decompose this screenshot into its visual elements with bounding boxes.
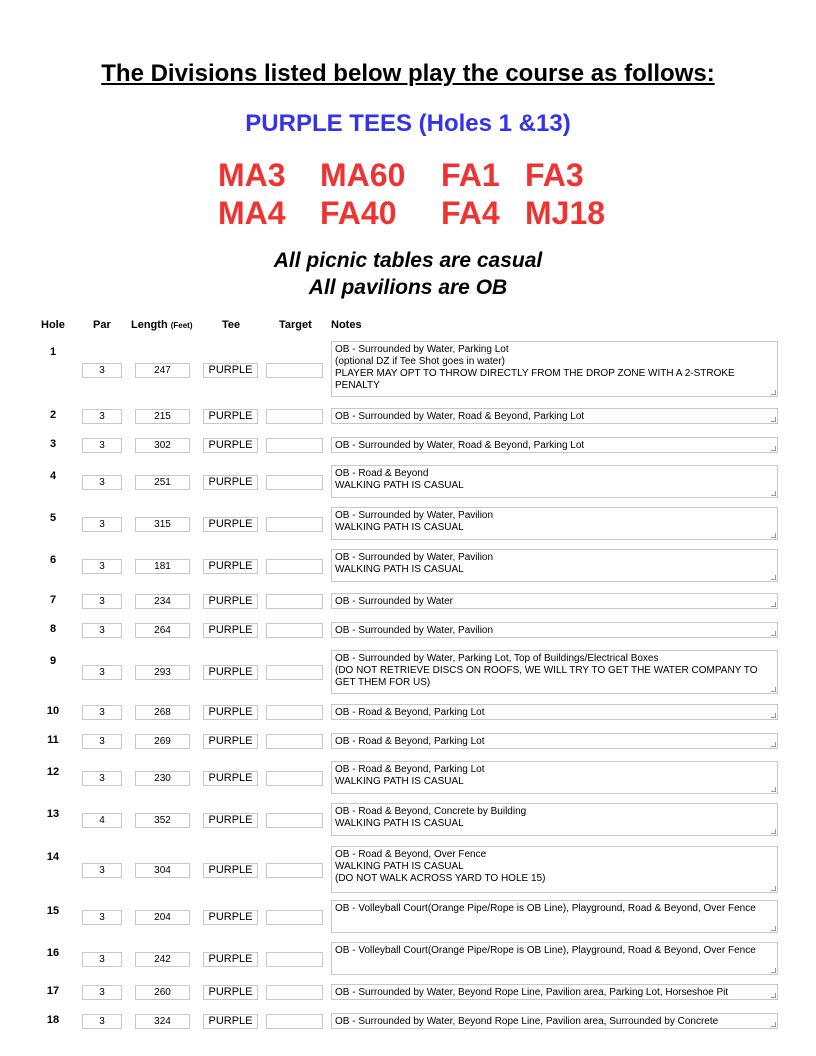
target-field[interactable] bbox=[266, 517, 323, 532]
target-field[interactable] bbox=[266, 863, 323, 878]
tee-field[interactable]: PURPLE bbox=[203, 409, 258, 424]
target-field[interactable] bbox=[266, 705, 323, 720]
division-list bbox=[218, 156, 638, 232]
par-field[interactable]: 3 bbox=[82, 623, 122, 638]
column-header-target: Target bbox=[279, 319, 312, 331]
table-row bbox=[0, 942, 816, 975]
par-field[interactable]: 3 bbox=[82, 705, 122, 720]
tee-field[interactable]: PURPLE bbox=[203, 705, 258, 720]
tee-field[interactable]: PURPLE bbox=[203, 623, 258, 638]
hole-number: 1 bbox=[49, 346, 57, 358]
tee-field[interactable]: PURPLE bbox=[203, 863, 258, 878]
target-field[interactable] bbox=[266, 813, 323, 828]
division-label: FA4 bbox=[441, 195, 500, 231]
notes-field[interactable]: OB - Surrounded by Water, Parking Lot (optional DZ if Tee Shot goes in water) PLAYER MAY OPT TO THROW DIRECTLY FROM THE DROP ZONE WITH A 2-STROKE PENALTY bbox=[331, 341, 778, 397]
hole-number: 2 bbox=[49, 409, 57, 421]
hole-number: 12 bbox=[46, 766, 60, 778]
length-field[interactable]: 242 bbox=[135, 952, 190, 967]
length-field[interactable]: 304 bbox=[135, 863, 190, 878]
table-row bbox=[0, 341, 816, 397]
table-row bbox=[0, 900, 816, 933]
target-field[interactable] bbox=[266, 665, 323, 680]
division-label: MA4 bbox=[218, 195, 286, 231]
length-field[interactable]: 234 bbox=[135, 594, 190, 609]
hole-number: 9 bbox=[49, 655, 57, 667]
table-row bbox=[0, 704, 816, 720]
notes-field[interactable]: OB - Surrounded by Water, Pavilion WALKING PATH IS CASUAL bbox=[331, 549, 778, 582]
length-field[interactable]: 302 bbox=[135, 438, 190, 453]
table-row bbox=[0, 1013, 816, 1029]
notes-field[interactable]: OB - Surrounded by Water, Pavilion WALKING PATH IS CASUAL bbox=[331, 507, 778, 540]
target-field[interactable] bbox=[266, 1014, 323, 1029]
length-field[interactable]: 268 bbox=[135, 705, 190, 720]
tee-field[interactable]: PURPLE bbox=[203, 1014, 258, 1029]
target-field[interactable] bbox=[266, 771, 323, 786]
rule-pavilions: All pavilions are OB bbox=[308, 276, 508, 299]
tee-field[interactable]: PURPLE bbox=[203, 559, 258, 574]
hole-number: 7 bbox=[49, 594, 57, 606]
table-row bbox=[0, 593, 816, 609]
notes-field[interactable]: OB - Road & Beyond, Parking Lot bbox=[331, 733, 778, 749]
par-field[interactable]: 3 bbox=[82, 665, 122, 680]
table-row bbox=[0, 622, 816, 638]
column-header-notes: Notes bbox=[331, 319, 362, 331]
table-row bbox=[0, 733, 816, 749]
length-field[interactable]: 247 bbox=[135, 363, 190, 378]
par-field[interactable]: 3 bbox=[82, 863, 122, 878]
length-field[interactable]: 324 bbox=[135, 1014, 190, 1029]
target-field[interactable] bbox=[266, 594, 323, 609]
division-label: MA3 bbox=[218, 157, 286, 193]
hole-number: 14 bbox=[46, 851, 60, 863]
notes-field[interactable]: OB - Road & Beyond, Parking Lot bbox=[331, 704, 778, 720]
notes-field[interactable]: OB - Road & Beyond, Parking Lot WALKING PATH IS CASUAL bbox=[331, 761, 778, 794]
hole-number: 11 bbox=[47, 734, 59, 746]
hole-number: 17 bbox=[46, 985, 60, 997]
notes-field[interactable]: OB - Road & Beyond, Over Fence WALKING PATH IS CASUAL (DO NOT WALK ACROSS YARD TO HOLE 15) bbox=[331, 846, 778, 893]
table-row bbox=[0, 507, 816, 540]
notes-field[interactable]: OB - Surrounded by Water, Pavilion bbox=[331, 622, 778, 638]
tee-field[interactable]: PURPLE bbox=[203, 438, 258, 453]
tee-field[interactable]: PURPLE bbox=[203, 985, 258, 1000]
par-field[interactable]: 3 bbox=[82, 771, 122, 786]
length-field[interactable]: 315 bbox=[135, 517, 190, 532]
notes-field[interactable]: OB - Surrounded by Water, Beyond Rope Line, Pavilion area, Parking Lot, Horseshoe Pit bbox=[331, 984, 778, 1000]
table-row bbox=[0, 803, 816, 836]
column-header-par: Par bbox=[93, 319, 111, 331]
hole-number: 15 bbox=[46, 905, 60, 917]
notes-field[interactable]: OB - Road & Beyond WALKING PATH IS CASUAL bbox=[331, 465, 778, 498]
par-field[interactable]: 3 bbox=[82, 363, 122, 378]
target-field[interactable] bbox=[266, 475, 323, 490]
target-field[interactable] bbox=[266, 559, 323, 574]
tee-field[interactable]: PURPLE bbox=[203, 910, 258, 925]
tee-field[interactable]: PURPLE bbox=[203, 665, 258, 680]
length-field[interactable]: 269 bbox=[135, 734, 190, 749]
par-field[interactable]: 3 bbox=[82, 475, 122, 490]
length-field[interactable]: 260 bbox=[135, 985, 190, 1000]
division-label: MJ18 bbox=[525, 195, 606, 231]
tee-field[interactable]: PURPLE bbox=[203, 363, 258, 378]
length-field[interactable]: 204 bbox=[135, 910, 190, 925]
notes-field[interactable]: OB - Surrounded by Water, Road & Beyond, Parking Lot bbox=[331, 408, 778, 424]
table-row bbox=[0, 846, 816, 893]
notes-field[interactable]: OB - Surrounded by Water bbox=[331, 593, 778, 609]
hole-number: 18 bbox=[46, 1014, 60, 1026]
tee-field[interactable]: PURPLE bbox=[203, 734, 258, 749]
hole-number: 13 bbox=[46, 808, 60, 820]
page-title: The Divisions listed below play the course as follows: bbox=[101, 60, 715, 87]
table-row bbox=[0, 549, 816, 582]
tee-field[interactable]: PURPLE bbox=[203, 813, 258, 828]
par-field[interactable]: 3 bbox=[82, 559, 122, 574]
par-field[interactable]: 3 bbox=[82, 985, 122, 1000]
length-field[interactable]: 251 bbox=[135, 475, 190, 490]
notes-field[interactable]: OB - Volleyball Court(Orange Pipe/Rope is OB Line), Playground, Road & Beyond, Over Fence bbox=[331, 900, 778, 933]
notes-field[interactable]: OB - Volleyball Court(Orange Pipe/Rope is OB Line), Playground, Road & Beyond, Over Fence bbox=[331, 942, 778, 975]
par-field[interactable]: 3 bbox=[82, 409, 122, 424]
par-field[interactable]: 3 bbox=[82, 517, 122, 532]
length-field[interactable]: 293 bbox=[135, 665, 190, 680]
length-field[interactable]: 230 bbox=[135, 771, 190, 786]
hole-number: 6 bbox=[49, 554, 57, 566]
target-field[interactable] bbox=[266, 438, 323, 453]
hole-number: 8 bbox=[49, 623, 57, 635]
target-field[interactable] bbox=[266, 985, 323, 1000]
notes-field[interactable]: OB - Surrounded by Water, Road & Beyond, Parking Lot bbox=[331, 437, 778, 453]
par-field[interactable]: 3 bbox=[82, 734, 122, 749]
par-field[interactable]: 3 bbox=[82, 952, 122, 967]
target-field[interactable] bbox=[266, 363, 323, 378]
hole-number: 10 bbox=[46, 705, 60, 717]
par-field[interactable]: 3 bbox=[82, 1014, 122, 1029]
table-row bbox=[0, 650, 816, 694]
division-label: MA60 bbox=[320, 157, 406, 193]
tee-label: PURPLE TEES (Holes 1 &13) bbox=[245, 110, 571, 137]
par-field[interactable]: 3 bbox=[82, 594, 122, 609]
tee-field[interactable]: PURPLE bbox=[203, 771, 258, 786]
tee-field[interactable]: PURPLE bbox=[203, 952, 258, 967]
hole-number: 5 bbox=[49, 512, 57, 524]
length-field[interactable]: 264 bbox=[135, 623, 190, 638]
par-field[interactable]: 4 bbox=[82, 813, 122, 828]
length-field[interactable]: 181 bbox=[135, 559, 190, 574]
hole-number: 3 bbox=[49, 438, 57, 450]
column-header-length-label: Length bbox=[131, 319, 168, 331]
notes-field[interactable]: OB - Surrounded by Water, Beyond Rope Line, Pavilion area, Surrounded by Concrete bbox=[331, 1013, 778, 1029]
division-label: FA40 bbox=[320, 195, 397, 231]
column-header-tee: Tee bbox=[222, 319, 241, 331]
rule-picnic-tables: All picnic tables are casual bbox=[273, 249, 543, 272]
division-label: FA3 bbox=[525, 157, 584, 193]
column-header-length-unit: (Feet) bbox=[170, 321, 193, 330]
notes-field[interactable]: OB - Surrounded by Water, Parking Lot, Top of Buildings/Electrical Boxes (DO NOT RETRIEVE DISCS ON ROOFS, WE WILL TRY TO GET THE WATER COMPANY TO GET THEM FOR US) bbox=[331, 650, 778, 694]
length-field[interactable]: 352 bbox=[135, 813, 190, 828]
hole-number: 16 bbox=[46, 947, 60, 959]
tee-field[interactable]: PURPLE bbox=[203, 475, 258, 490]
tee-field[interactable]: PURPLE bbox=[203, 517, 258, 532]
table-row bbox=[0, 437, 816, 453]
column-header-length bbox=[131, 319, 193, 331]
target-field[interactable] bbox=[266, 910, 323, 925]
target-field[interactable] bbox=[266, 952, 323, 967]
target-field[interactable] bbox=[266, 409, 323, 424]
hole-number: 4 bbox=[49, 470, 57, 482]
tee-field[interactable]: PURPLE bbox=[203, 594, 258, 609]
table-row bbox=[0, 984, 816, 1000]
division-label: FA1 bbox=[441, 157, 500, 193]
target-field[interactable] bbox=[266, 623, 323, 638]
par-field[interactable]: 3 bbox=[82, 438, 122, 453]
notes-field[interactable]: OB - Road & Beyond, Concrete by Building WALKING PATH IS CASUAL bbox=[331, 803, 778, 836]
table-row bbox=[0, 408, 816, 424]
length-field[interactable]: 215 bbox=[135, 409, 190, 424]
table-row bbox=[0, 761, 816, 794]
column-header-hole: Hole bbox=[41, 319, 65, 331]
table-row bbox=[0, 465, 816, 498]
target-field[interactable] bbox=[266, 734, 323, 749]
par-field[interactable]: 3 bbox=[82, 910, 122, 925]
